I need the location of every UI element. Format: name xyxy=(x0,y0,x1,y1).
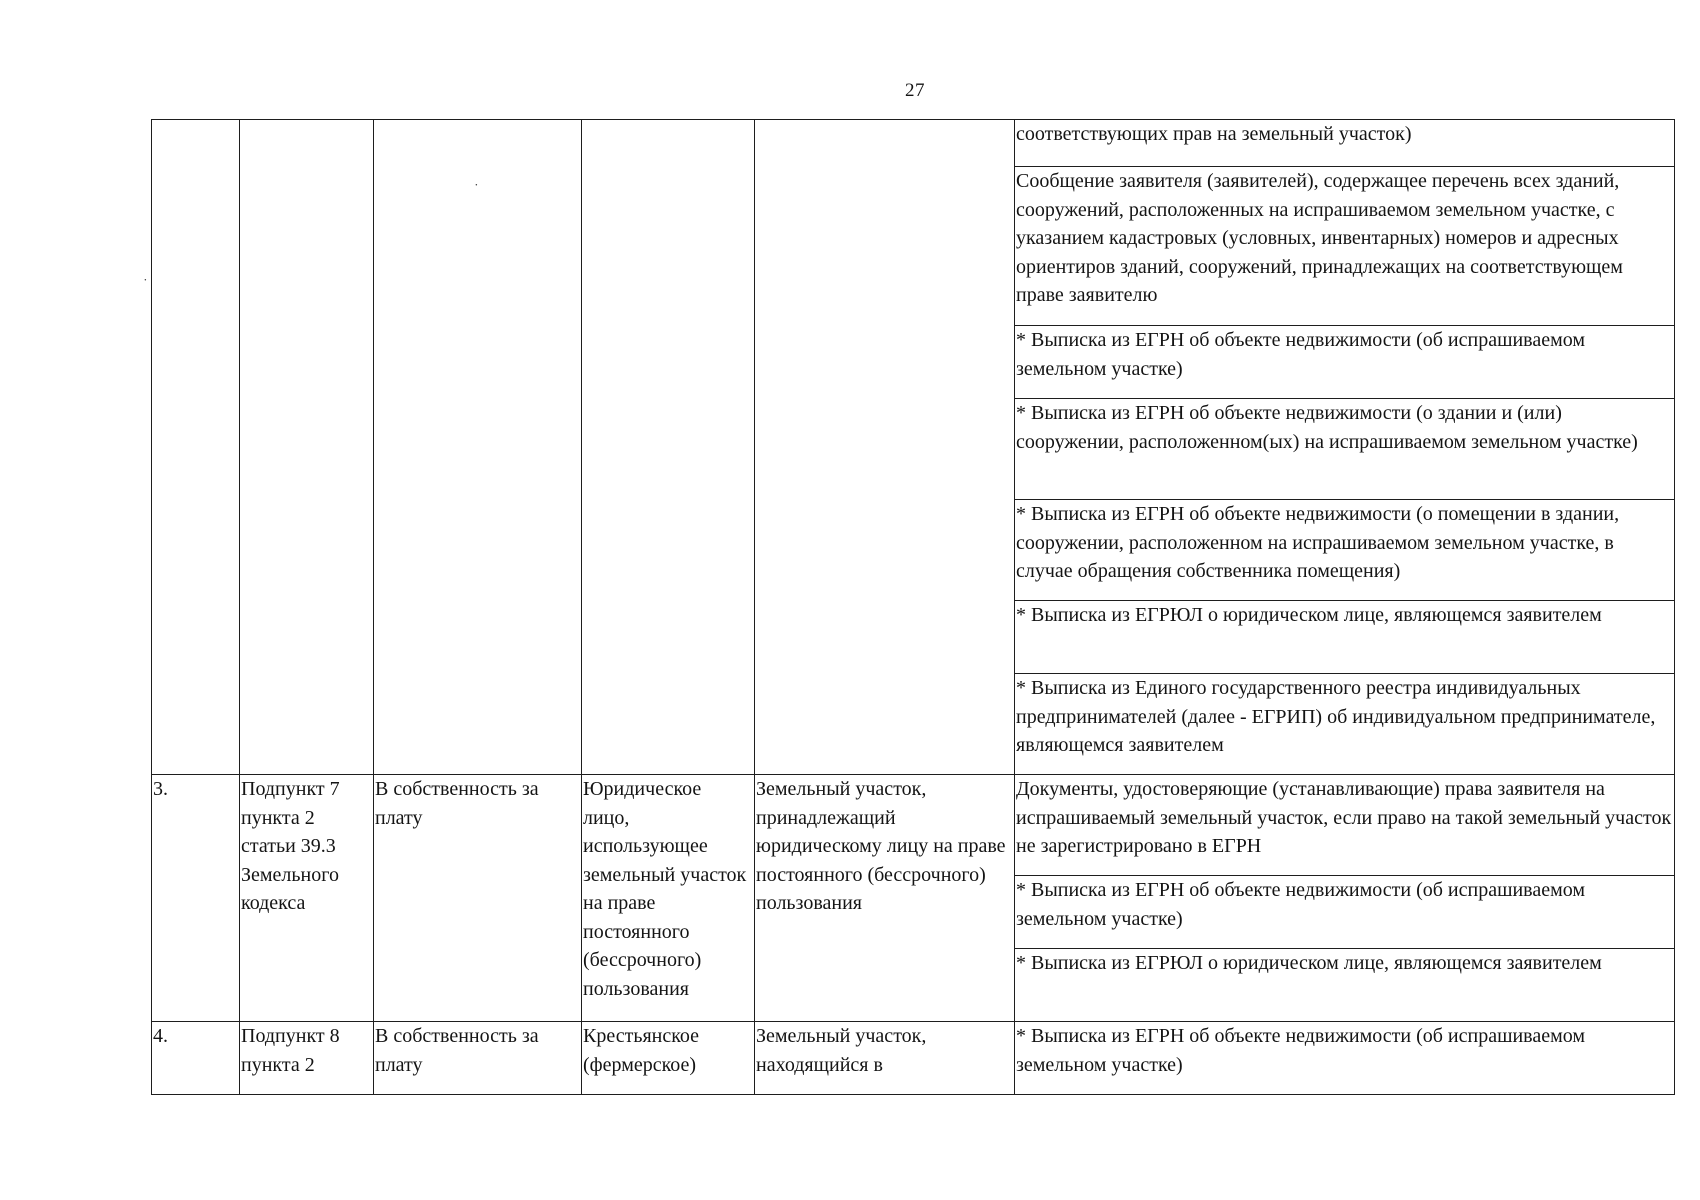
cell-num xyxy=(152,120,240,775)
cell-applicant xyxy=(582,120,755,775)
cell-document: * Выписка из ЕГРЮЛ о юридическом лице, являющемся заявителем xyxy=(1015,949,1675,1022)
cell-land: Земельный участок, принадлежащий юридическому лицу на праве постоянного (бессрочного) пользования xyxy=(755,775,1015,1022)
stray-mark: ˙ xyxy=(143,277,148,292)
cell-applicant: Юридическое лицо, использующее земельный участок на праве постоянного (бессрочного) пользования xyxy=(582,775,755,1022)
cell-document: * Выписка из ЕГРН об объекте недвижимости (об испрашиваемом земельном участке) xyxy=(1015,876,1675,949)
stray-mark: ˙ xyxy=(474,182,479,197)
cell-document: * Выписка из ЕГРН об объекте недвижимости (о здании и (или) сооружении, расположенном(ых) на испрашиваемом земельном участке) xyxy=(1015,399,1675,500)
table-row xyxy=(152,775,1675,876)
cell-document: * Выписка из ЕГРЮЛ о юридическом лице, являющемся заявителем xyxy=(1015,601,1675,674)
cell-basis xyxy=(240,120,374,775)
cell-num: 3. xyxy=(152,775,240,1022)
cell-document: * Выписка из Единого государственного реестра индивидуальных предпринимателей (далее - ЕГРИП) об индивидуальном предпринимателе, являющемся заявителем xyxy=(1015,674,1675,775)
cell-document: Сообщение заявителя (заявителей), содержащее перечень всех зданий, сооружений, расположенных на испрашиваемом земельном участке, с указанием кадастровых (условных, инвентарных) номеров и адресных ориентиров зданий, сооружений, принадлежащих на соответствующем праве заявителю xyxy=(1015,167,1675,326)
cell-document: * Выписка из ЕГРН об объекте недвижимости (об испрашиваемом земельном участке) xyxy=(1015,1022,1675,1095)
cell-land xyxy=(755,120,1015,775)
cell-document: * Выписка из ЕГРН об объекте недвижимости (об испрашиваемом земельном участке) xyxy=(1015,326,1675,399)
documents-table xyxy=(151,119,1675,1095)
cell-basis: Подпункт 7 пункта 2 статьи 39.3 Земельного кодекса xyxy=(240,775,374,1022)
table-row xyxy=(152,120,1675,167)
cell-form: В собственность за плату xyxy=(374,1022,582,1095)
cell-document: * Выписка из ЕГРН об объекте недвижимости (о помещении в здании, сооружении, расположенном на испрашиваемом земельном участке, в случае обращения собственника помещения) xyxy=(1015,500,1675,601)
cell-form xyxy=(374,120,582,775)
cell-num: 4. xyxy=(152,1022,240,1095)
table-row xyxy=(152,1022,1675,1095)
cell-document: соответствующих прав на земельный участок) xyxy=(1015,120,1675,167)
cell-basis: Подпункт 8 пункта 2 xyxy=(240,1022,374,1095)
cell-applicant: Крестьянское (фермерское) xyxy=(582,1022,755,1095)
page-number: 27 xyxy=(905,80,925,101)
cell-form: В собственность за плату xyxy=(374,775,582,1022)
cell-land: Земельный участок, находящийся в xyxy=(755,1022,1015,1095)
cell-document: Документы, удостоверяющие (устанавливающие) права заявителя на испрашиваемый земельный участок, если право на такой земельный участок не зарегистрировано в ЕГРН xyxy=(1015,775,1675,876)
